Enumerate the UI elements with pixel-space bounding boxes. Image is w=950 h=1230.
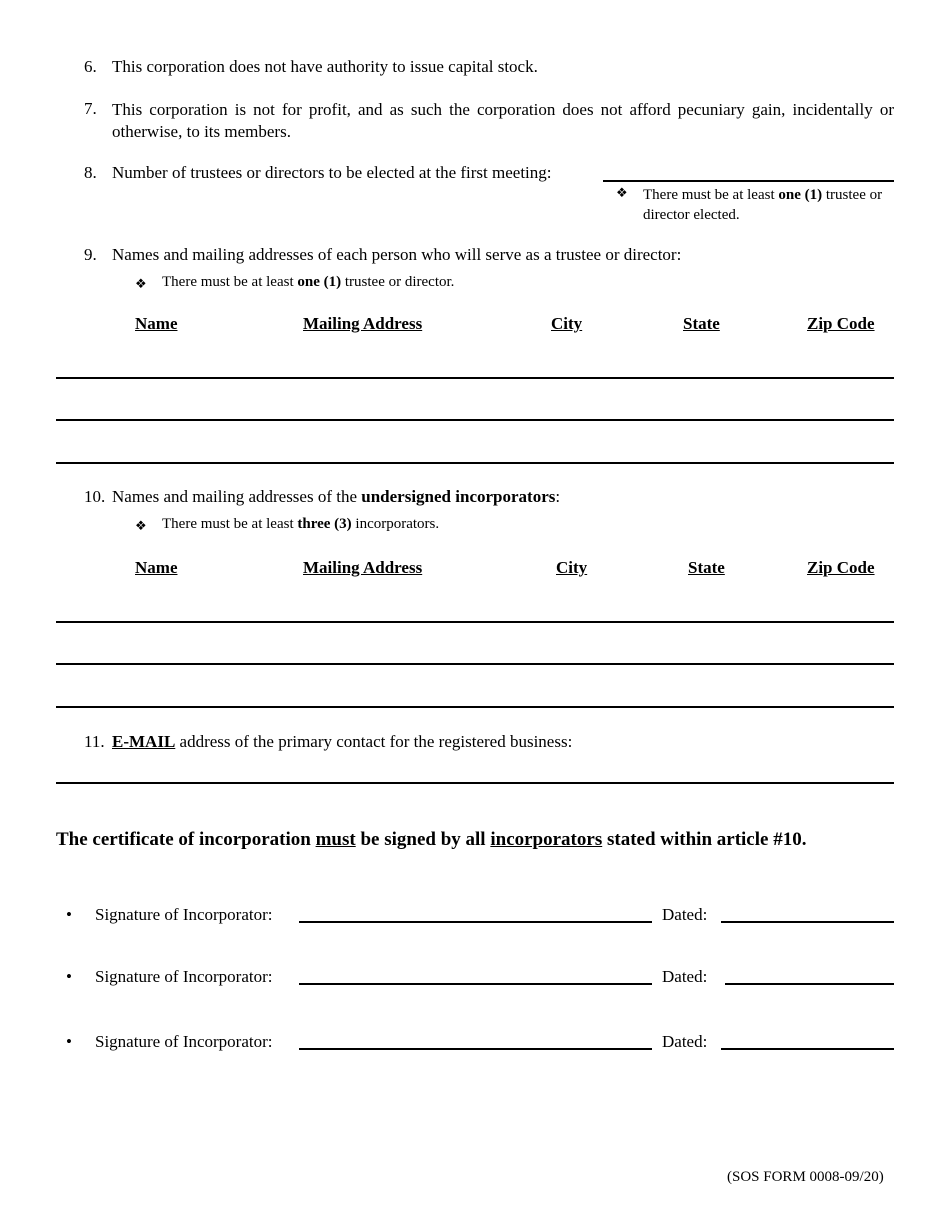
item-11-number: 11. — [84, 732, 105, 751]
signature-label: Signature of Incorporator: — [95, 1032, 273, 1051]
date-line-3[interactable] — [721, 1048, 894, 1050]
signature-requirement-statement: The certificate of incorporation must be signed by all incorporators stated within article #10. — [56, 829, 807, 850]
email-entry-line[interactable] — [56, 782, 894, 784]
trustee-count-field[interactable] — [603, 180, 894, 182]
date-line-1[interactable] — [721, 921, 894, 923]
diamond-bullet-icon: ❖ — [135, 276, 147, 291]
trustee-entry-line-1[interactable] — [56, 377, 894, 379]
signature-line-2[interactable] — [299, 983, 652, 985]
col-header-city: City — [556, 558, 588, 577]
bullet-icon: • — [66, 967, 72, 986]
item-8-note: There must be at least one (1) trustee or director elected. — [643, 187, 883, 223]
bullet-icon: • — [66, 905, 72, 924]
dated-label: Dated: — [662, 967, 708, 986]
dated-label: Dated: — [662, 1032, 708, 1051]
item-9-number: 9. — [84, 245, 97, 264]
item-11-text: E-MAIL address of the primary contact for the registered business: — [112, 732, 573, 751]
trustee-entry-line-3[interactable] — [56, 462, 894, 464]
col-header-state: State — [683, 314, 720, 333]
incorporator-entry-line-1[interactable] — [56, 621, 894, 623]
dated-label: Dated: — [662, 905, 708, 924]
incorporator-entry-line-2[interactable] — [56, 663, 894, 665]
item-10-number: 10. — [84, 487, 106, 506]
trustee-entry-line-2[interactable] — [56, 419, 894, 421]
item-9-text: Names and mailing addresses of each person who will serve as a trustee or director: — [112, 245, 682, 264]
col-header-name: Name — [135, 314, 178, 333]
item-10-note: There must be at least three (3) incorporators. — [162, 516, 440, 532]
col-header-zip-code: Zip Code — [807, 558, 875, 577]
item-8-number: 8. — [84, 163, 97, 182]
col-header-name: Name — [135, 558, 178, 577]
col-header-city: City — [551, 314, 583, 333]
date-line-2[interactable] — [725, 983, 894, 985]
col-header-state: State — [688, 558, 725, 577]
signature-line-3[interactable] — [299, 1048, 652, 1050]
diamond-bullet-icon: ❖ — [616, 185, 628, 200]
col-header-zip-code: Zip Code — [807, 314, 875, 333]
item-9-note: There must be at least one (1) trustee or director. — [162, 274, 455, 290]
incorporator-entry-line-3[interactable] — [56, 706, 894, 708]
signature-line-1[interactable] — [299, 921, 652, 923]
signature-label: Signature of Incorporator: — [95, 905, 273, 924]
item-10-text: Names and mailing addresses of the undersigned incorporators: — [112, 487, 561, 506]
signature-label: Signature of Incorporator: — [95, 967, 273, 986]
diamond-bullet-icon: ❖ — [135, 518, 147, 533]
item-7-number: 7. — [84, 99, 97, 118]
item-6-number: 6. — [84, 57, 97, 76]
col-header-mailing-address: Mailing Address — [303, 314, 423, 333]
col-header-mailing-address: Mailing Address — [303, 558, 423, 577]
item-8-text: Number of trustees or directors to be elected at the first meeting: — [112, 163, 552, 182]
item-6-text: This corporation does not have authority to issue capital stock. — [112, 57, 538, 76]
bullet-icon: • — [66, 1032, 72, 1051]
form-id-footer: (SOS FORM 0008-09/20) — [727, 1169, 884, 1185]
item-7-text: This corporation is not for profit, and as such the corporation does not afford pecuniary gain, incidentally or otherwise, to its members. — [112, 100, 894, 141]
